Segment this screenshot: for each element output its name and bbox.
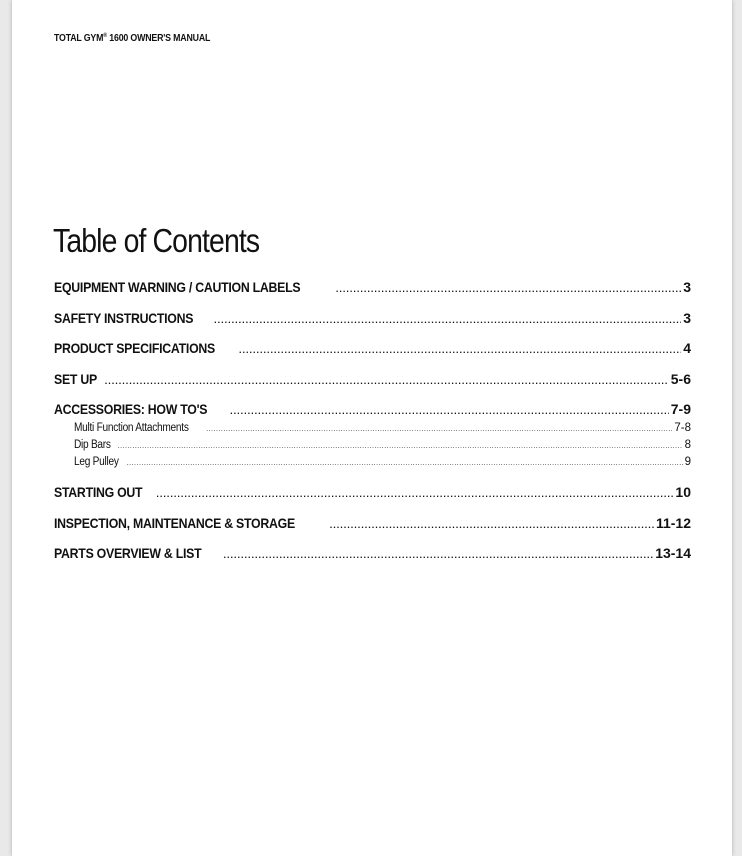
header-brand: TOTAL GYM xyxy=(54,33,104,44)
toc-entry xyxy=(54,340,691,361)
toc-entry-page: 4 xyxy=(683,340,691,356)
toc-entry xyxy=(54,310,691,331)
toc-subentry xyxy=(54,439,691,456)
registered-mark: ® xyxy=(103,33,107,39)
toc-entry-page: 3 xyxy=(683,309,691,326)
running-header xyxy=(54,33,210,44)
dot-leader xyxy=(206,426,672,433)
toc-subentry-label: Multi Function Attachments xyxy=(74,422,189,434)
toc-entry xyxy=(54,371,691,392)
manual-page xyxy=(12,0,732,856)
dot-leader xyxy=(230,406,669,416)
dot-leader xyxy=(330,520,654,530)
dot-leader xyxy=(127,460,683,467)
toc-entry-label: ACCESSORIES: HOW TO'S xyxy=(54,401,208,417)
dot-leader xyxy=(118,443,683,450)
toc-entry xyxy=(54,279,691,300)
toc-subentry-page: 8 xyxy=(684,439,691,451)
dot-leader xyxy=(336,284,681,294)
header-manual-name: 1600 OWNER'S MANUAL xyxy=(106,33,211,44)
toc-entry-label: SAFETY INSTRUCTIONS xyxy=(54,309,194,326)
page-title: Table of Contents xyxy=(53,222,260,259)
toc-entry-label: STARTING OUT xyxy=(54,484,143,500)
dot-leader xyxy=(105,376,669,386)
dot-leader xyxy=(239,345,681,355)
toc-subentry xyxy=(54,422,691,439)
toc-subentry-label: Leg Pulley xyxy=(74,456,119,468)
toc-subentry-label: Dip Bars xyxy=(74,439,111,451)
toc-entry-label: SET UP xyxy=(54,370,97,387)
toc-entry-label: PRODUCT SPECIFICATIONS xyxy=(54,340,215,356)
toc-entry xyxy=(54,401,691,422)
toc-subentry-page: 7-8 xyxy=(674,422,691,434)
toc-entry-page: 3 xyxy=(683,279,691,295)
toc-entry-page: 13-14 xyxy=(655,545,691,561)
dot-leader xyxy=(223,550,653,560)
toc-entry-page: 10 xyxy=(675,484,691,500)
dot-leader xyxy=(214,315,681,325)
toc-entry-page: 7-9 xyxy=(670,401,691,417)
dot-leader xyxy=(156,489,673,499)
toc-subentry xyxy=(54,456,691,473)
toc-entry xyxy=(54,484,691,505)
toc-entry-page: 5-6 xyxy=(670,370,691,387)
toc-entry-label: PARTS OVERVIEW & LIST xyxy=(54,545,202,561)
toc-entry-label: INSPECTION, MAINTENANCE & STORAGE xyxy=(54,514,295,531)
toc-entry xyxy=(54,515,691,536)
toc-entry-label: EQUIPMENT WARNING / CAUTION LABELS xyxy=(54,279,301,295)
toc-subentry-page: 9 xyxy=(684,456,691,468)
toc-entry-page: 11-12 xyxy=(655,514,691,531)
table-of-contents xyxy=(54,279,691,576)
toc-entry xyxy=(54,545,691,566)
